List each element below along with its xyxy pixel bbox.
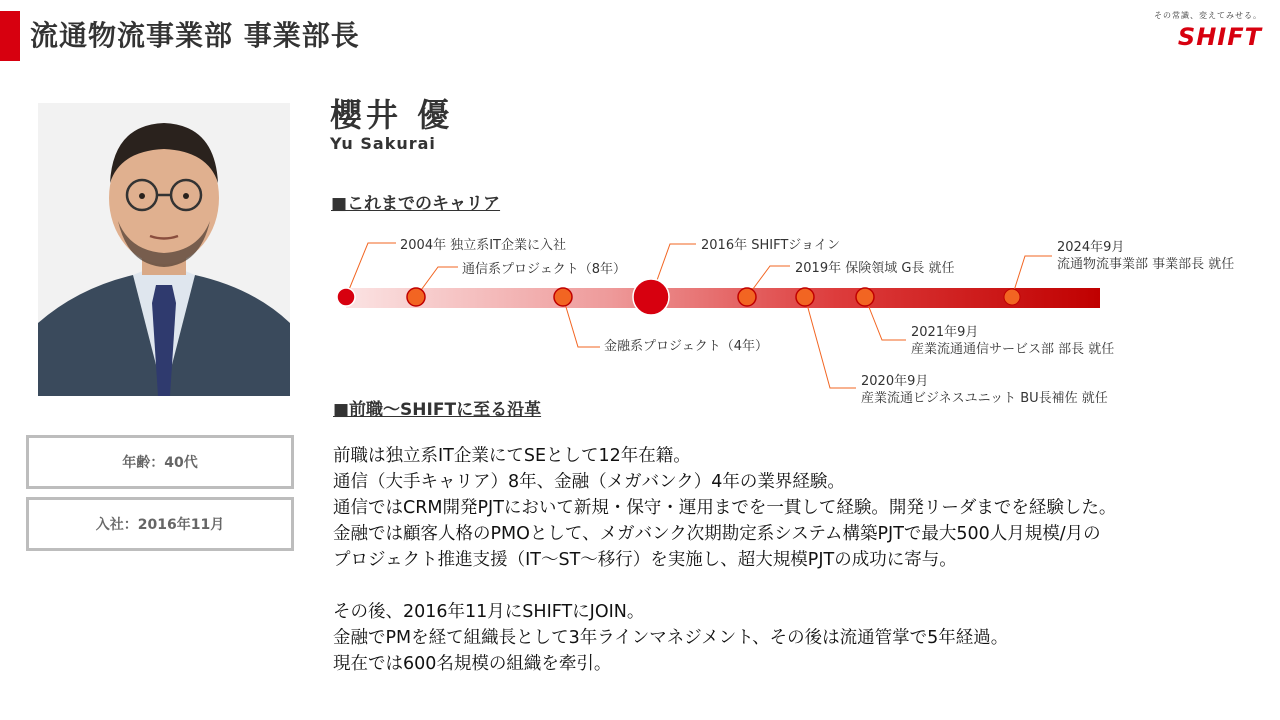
timeline-event-2019: 2019年 保険領域 G長 就任 [795,261,955,276]
join-date-label: 入社：2016年11月 [95,517,225,533]
marker-2021 [856,288,874,306]
history-line: 現在では600名規模の組織を牽引。 [333,654,612,674]
timeline-event-finance: 金融系プロジェクト（4年） [604,339,769,354]
marker-finance [554,288,572,306]
history-line: 金融では顧客人格のPMOとして、メガバンク次期勘定系システム構築PJTで最大500人月規模/月の [333,524,1101,544]
marker-shift-join [633,279,669,315]
brand-tagline: その常識、変えてみせる。 [1154,11,1262,20]
brand-wordmark: SHIFT [1177,23,1262,51]
timeline-event-2020: 2020年9月 産業流通ビジネスユニット BU長補佐 就任 [861,374,1108,406]
history-line: 前職は独立系IT企業にてSEとして12年在籍。 [333,446,691,466]
timeline-event-telecom: 通信系プロジェクト（8年） [462,262,627,277]
name-japanese: 櫻井 優 [330,96,454,134]
history-line: その後、2016年11月にSHIFTにJOIN。 [333,602,645,622]
marker-2020 [796,288,814,306]
history-line: プロジェクト推進支援（IT～ST～移行）を実施し、超大規模PJTの成功に寄与。 [333,550,957,570]
paragraph-gap [333,573,1116,599]
page-title: 流通物流事業部 事業部長 [30,19,360,52]
history-line: 通信（大手キャリア）8年、金融（メガバンク）4年の業界経験。 [333,472,845,492]
timeline-event-2004: 2004年 独立系IT企業に入社 [400,238,566,253]
marker-start [337,288,355,306]
name-english: Yu Sakurai [330,134,436,153]
age-label: 年齢：40代 [122,455,198,471]
timeline-event-2021: 2021年9月 産業流通通信サービス部 部長 就任 [911,325,1115,357]
history-line: 通信ではCRM開発PJTにおいて新規・保守・運用までを一貫して経験。開発リーダまでを経験した。 [333,498,1117,518]
timeline-event-2024: 2024年9月 流通物流事業部 事業部長 就任 [1057,240,1235,272]
marker-2024 [1004,289,1020,305]
timeline-bar [346,288,1100,308]
leader-line-2020 [805,297,856,388]
career-heading: ■これまでのキャリア [331,194,501,214]
marker-2019 [738,288,756,306]
history-line: 金融でPMを経て組織長として3年ラインマネジメント、その後は流通管掌で5年経過。 [333,628,1009,648]
marker-telecom [407,288,425,306]
history-text [333,443,1116,677]
timeline-event-2016: 2016年 SHIFTジョイン [701,238,841,253]
history-heading: ■前職～SHIFTに至る沿革 [333,400,542,420]
